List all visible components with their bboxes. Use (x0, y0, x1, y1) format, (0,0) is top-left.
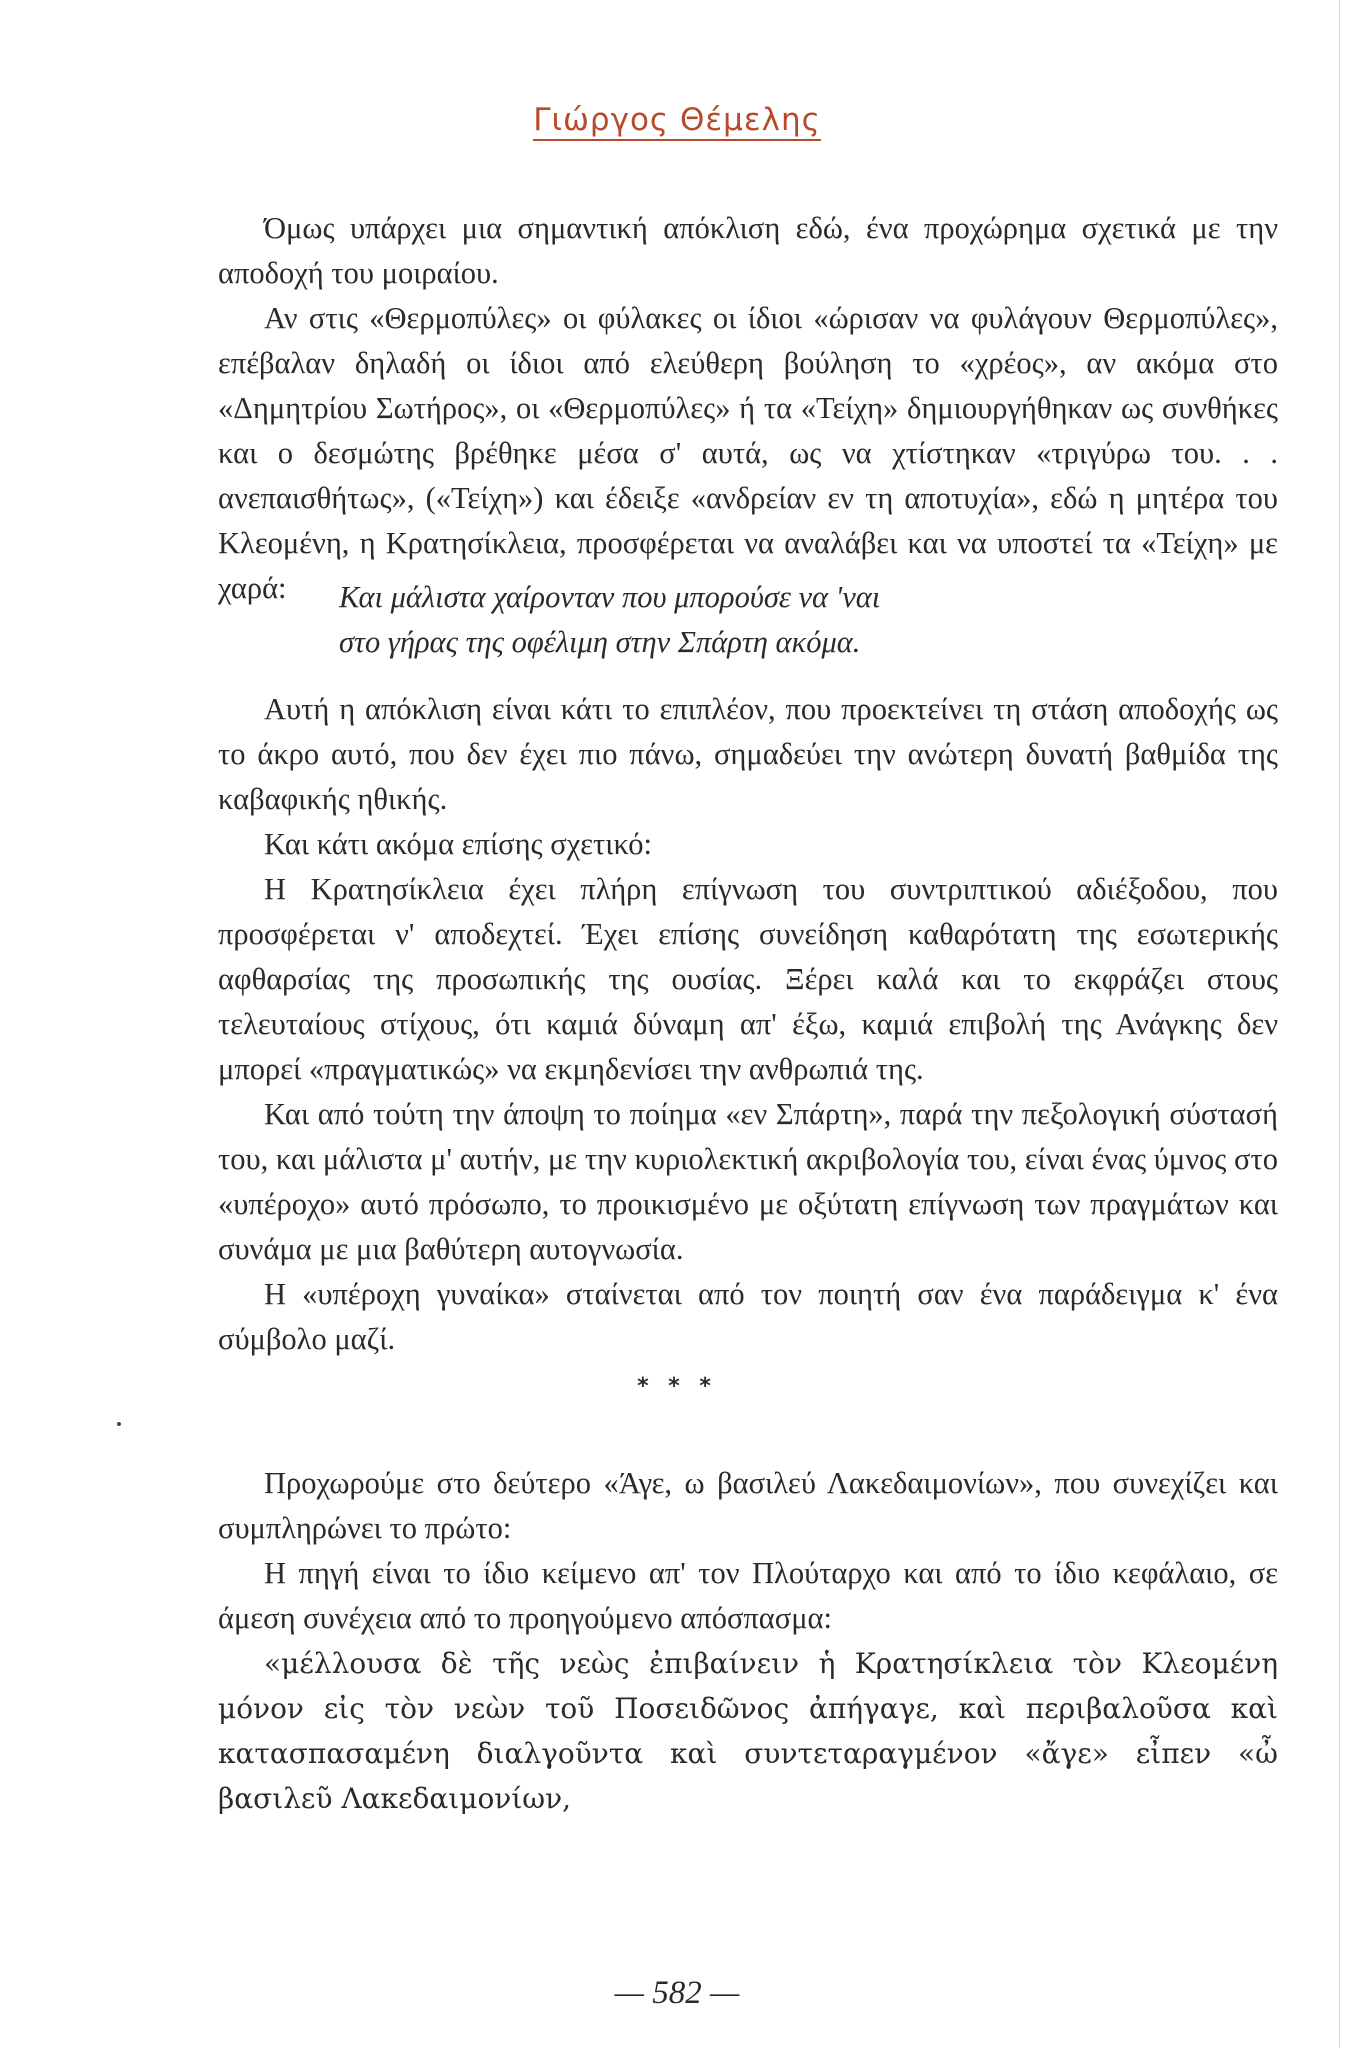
paragraph: Προχωρούμε στο δεύτερο «Άγε, ω βασιλεύ Λακεδαιμονίων», που συνεχίζει και συμπληρώνει το πρώτο: (218, 1466, 1278, 1545)
section-separator: * * * (637, 1374, 717, 1399)
paragraph: Η Κρατησίκλεια έχει πλήρη επίγνωση του συντριπτικού αδιέξοδου, που προσφέρεται ν' αποδεχτεί. Έχει επίσης συνείδηση καθαρότατη της εσωτερικής αφθαρσίας της προσωπικής της ουσίας. Ξέρει καλά και το εκφράζει στους τελευταίους στίχους, ότι καμιά δύναμη απ' έξω, καμιά επιβολή της Ανάγκης δεν μπορεί «πραγματικώς» να εκμηδενίσει την ανθρωπιά της. (218, 872, 1278, 1086)
page-edge-line (1339, 0, 1340, 2048)
page-number: — 582 — (614, 1975, 740, 2011)
paragraph: Η πηγή είναι το ίδιο κείμενο απ' τον Πλούταρχο και από το ίδιο κεφάλαιο, σε άμεση συνέχεια από το προηγούμενο απόσπασμα: (218, 1556, 1278, 1635)
paragraph: Αυτή η απόκλιση είναι κάτι το επιπλέον, που προεκτείνει τη στάση αποδοχής ως το άκρο αυτό, που δεν έχει πιο πάνω, σημαδεύει την ανώτερη δυνατή βαθμίδα της καβαφικής ηθικής. (218, 692, 1278, 816)
paragraph: Και από τούτη την άποψη το ποίημα «εν Σπάρτη», παρά την πεξολογική σύστασή του, και μάλιστα μ' αυτήν, με την κυριολεκτική ακριβολογία του, είναι ένας ύμνος στο «υπέροχο» αυτό πρόσωπο, το προικισμένο με οξύτατη επίγνωση των πραγμάτων και συνάμα με μια βαθύτερη αυτογνωσία. (218, 1097, 1278, 1266)
ancient-greek-quote: «μέλλουσα δὲ τῆς νεὼς ἐπιβαίνειν ἡ Κρατησίκλεια τὸν Κλεομένη μόνον εἰς τὸν νεὼν τοῦ Ποσειδῶνος ἀπήγαγε, καὶ περιβαλοῦσα καὶ κατασπασαμένη διαλγοῦντα καὶ συντεταραγμένον «ἄγε» εἶπεν «ὦ βασιλεῦ Λακεδαιμονίων, (218, 1647, 1278, 1815)
paragraph: Αν στις «Θερμοπύλες» οι φύλακες οι ίδιοι «ώρισαν να φυλάγουν Θερμοπύλες», επέβαλαν δηλαδή οι ίδιοι από ελεύθερη βούληση το «χρέος», αν ακόμα στο «Δημητρίου Σωτήρος», οι «Θερμοπύλες» ή τα «Τείχη» δημιουργήθηκαν ως συνθήκες και ο δεσμώτης βρέθηκε μέσα σ' αυτά, ως να χτίστηκαν «τριγύρω του. . . ανεπαισθήτως», («Τείχη») και έδειξε «ανδρείαν εν τη αποτυχία», εδώ η μητέρα του Κλεομένη, η Κρατησίκλεια, προσφέρεται να αναλάβει και να υποστεί τα «Τείχη» με χαρά: (218, 301, 1278, 605)
paragraph: Όμως υπάρχει μια σημαντική απόκλιση εδώ, ένα προχώρημα σχετικά με την αποδοχή του μοιραίου. (218, 211, 1278, 290)
paragraph: Η «υπέροχη γυναίκα» σταίνεται από τον ποιητή σαν ένα παράδειγμα κ' ένα σύμβολο μαζί. (218, 1277, 1278, 1356)
section-1-part-a (218, 206, 1278, 611)
section-1-part-b (218, 687, 1278, 1362)
running-header (0, 102, 1354, 141)
stray-dot (117, 1422, 121, 1426)
section-2 (218, 1461, 1278, 1821)
poem-line: Και μάλιστα χαίρονταν που μπορούσε να 'ναι (339, 580, 881, 614)
author-name: Γιώργος Θέμελης (533, 103, 821, 141)
poem-line: στο γήρας της οφέλιμη στην Σπάρτη ακόμα. (339, 625, 861, 659)
poem-quote (339, 575, 880, 665)
paragraph: Και κάτι ακόμα επίσης σχετικό: (264, 827, 652, 861)
